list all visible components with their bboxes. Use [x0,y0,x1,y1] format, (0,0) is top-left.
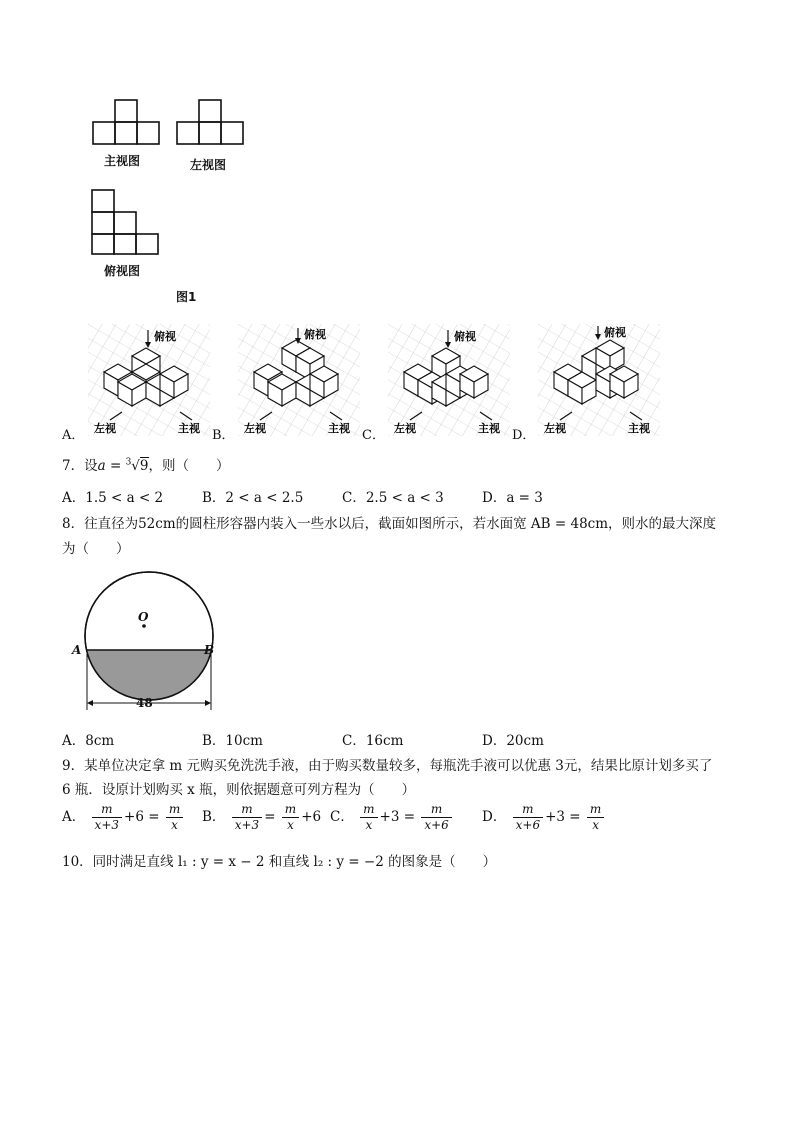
cube-stack-d [538,324,660,436]
fraction: $\frac{m}{x}$ [587,802,604,833]
fraction: $\frac{m}{x}$ [360,802,377,833]
root-index: 3 [125,457,132,468]
fraction: $\frac{m}{x}$ [282,802,299,833]
figure-1 [66,90,256,305]
radicand: 9 [139,458,149,474]
radical-sign: √ [131,458,140,474]
cube-stack-b [238,324,360,436]
left-arrow-label: 左视 [544,422,566,435]
figure-caption: 图1 [176,290,197,304]
q9-option-d[interactable]: D． $\frac{m}{x+6}$ +3 = $\frac{m}{x}$ [482,802,606,833]
left-arrow-label: 左视 [94,422,116,435]
front-arrow-label: 主视 [178,422,200,435]
top-arrow-label: 俯视 [154,330,176,343]
q7-option-c[interactable]: C．2.5 < a < 3 [342,490,444,506]
option-letter: A． [62,428,85,443]
fraction: $\frac{m}{x+6}$ [513,802,543,833]
option-letter: D． [512,428,536,443]
option-d[interactable] [510,320,660,442]
option-letter: C． [362,428,385,443]
circle-water-diagram [66,558,216,718]
top-arrow-label: 俯视 [604,326,626,339]
q8-circle-figure [66,558,216,718]
left-arrow-label: 左视 [394,422,416,435]
cube-stack-c [388,324,510,436]
center-label: O [138,610,149,624]
fraction: $\frac{m}{x+3}$ [232,802,262,833]
question-8-line1: 8．往直径为52cm的圆柱形容器内装入一些水以后，截面如图所示，若水面宽 AB = 48cm，则水的最大深度 [62,516,717,532]
width-label: 48 [136,696,153,710]
q8-option-c[interactable]: C．16cm [342,733,404,749]
three-views-diagram [66,90,256,305]
left-view-label: 左视图 [190,158,227,172]
q9-option-c[interactable]: C． $\frac{m}{x}$ +3 = $\frac{m}{x+6}$ [330,802,454,833]
front-arrow-label: 主视 [478,422,500,435]
option-b[interactable] [210,320,360,442]
q9-option-a[interactable]: A． $\frac{m}{x+3}$ +6 = $\frac{m}{x}$ [62,802,185,833]
point-a-label: A [72,643,82,657]
q8-option-d[interactable]: D．20cm [482,733,544,749]
q7-option-a[interactable]: A．1.5 < a < 2 [62,490,164,506]
cube-stack-a [88,324,210,436]
front-view-label: 主视图 [104,154,141,168]
question-10: 10．同时满足直线 l₁ : y = x − 2 和直线 l₂ : y = −2 的图象是（ ） [62,854,497,870]
front-arrow-label: 主视 [628,422,650,435]
option-a[interactable] [60,320,210,442]
q7-option-b[interactable]: B．2 < a < 2.5 [202,490,304,506]
left-arrow-label: 左视 [244,422,266,435]
question-9-line1: 9．某单位决定拿 m 元购买免洗洗手液，由于购买数量较多，每瓶洗手液可以优惠 3元，结果比原计划多买了 [62,758,713,774]
q8-option-a[interactable]: A．8cm [62,733,115,749]
point-b-label: B [204,643,215,657]
top-arrow-label: 俯视 [304,328,326,341]
q8-option-b[interactable]: B．10cm [202,733,263,749]
q6-options [60,320,660,445]
top-arrow-label: 俯视 [454,330,476,343]
option-c[interactable] [360,320,510,442]
question-7: 7．设a = $^3$√9，则（ ） [62,457,230,474]
fraction: $\frac{m}{x+6}$ [421,802,451,833]
fraction: $\frac{m}{x}$ [166,802,183,833]
question-9-line2: 6 瓶．设原计划购买 x 瓶，则依据题意可列方程为（ ） [62,782,416,798]
top-view-label: 俯视图 [104,264,141,278]
q9-option-b[interactable]: B． $\frac{m}{x+3}$ = $\frac{m}{x}$ +6 [202,802,322,832]
option-letter: B． [212,428,235,443]
front-arrow-label: 主视 [328,422,350,435]
question-8-line2: 为（ ） [62,541,130,557]
q7-option-d[interactable]: D．a = 3 [482,490,543,506]
fraction: $\frac{m}{x+3}$ [92,802,122,833]
